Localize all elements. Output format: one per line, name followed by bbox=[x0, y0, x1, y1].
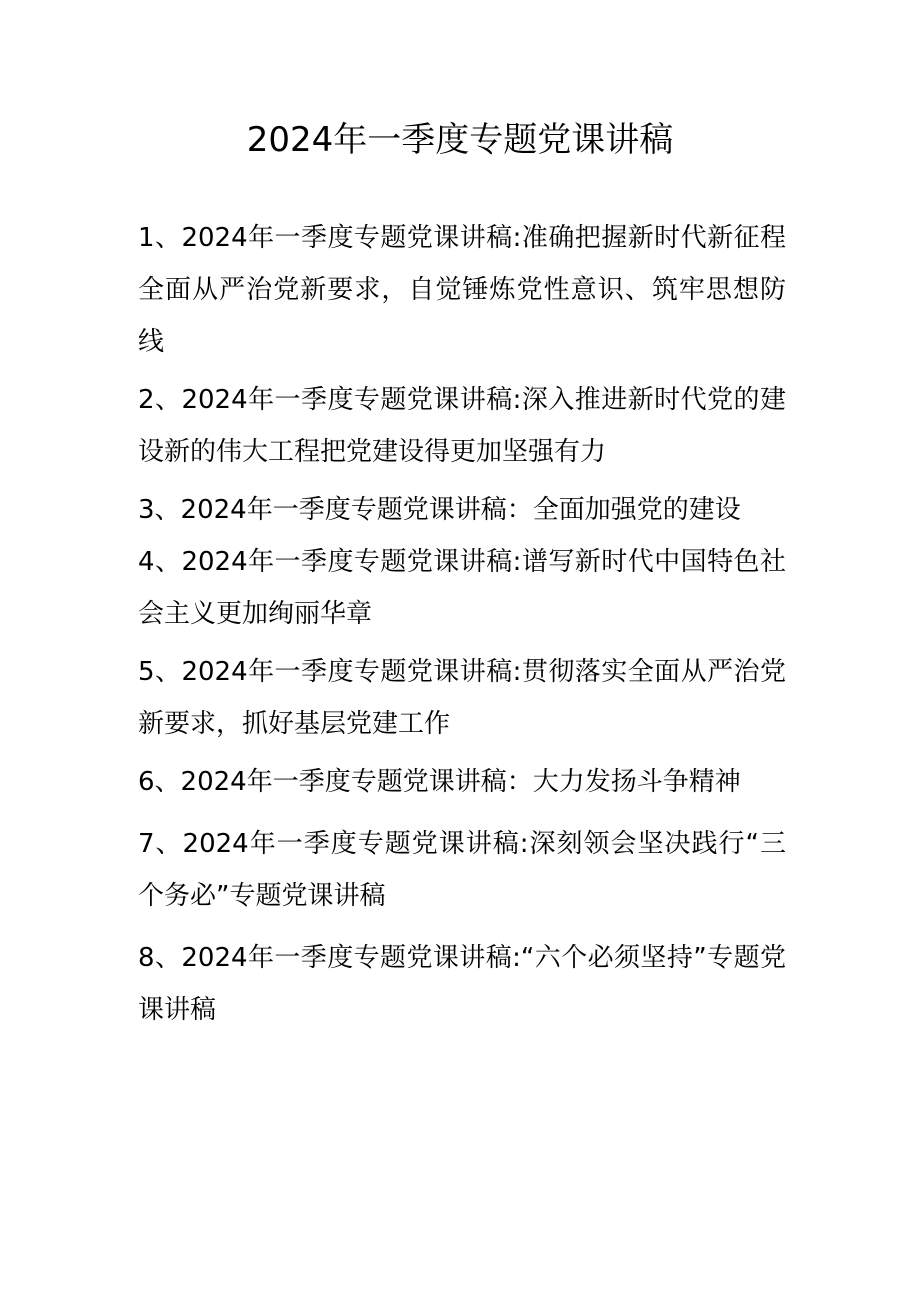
document-title: 2024年一季度专题党课讲稿 bbox=[246, 120, 674, 160]
toc-item-2: 2、2024年一季度专题党课讲稿:深入推进新时代党的建设新的伟大工程把党建设得更加坚强有力 bbox=[138, 385, 786, 467]
toc-item-1: 1、2024年一季度专题党课讲稿:准确把握新时代新征程全面从严治党新要求，自觉锤炼党性意识、筑牢思想防线 bbox=[138, 223, 786, 357]
toc-item-7: 7、2024年一季度专题党课讲稿:深刻领会坚决践行“三个务必”专题党课讲稿 bbox=[138, 829, 786, 911]
toc-item-5: 5、2024年一季度专题党课讲稿:贯彻落实全面从严治党新要求，抓好基层党建工作 bbox=[138, 657, 786, 739]
toc-item-6: 6、2024年一季度专题党课讲稿：大力发扬斗争精神 bbox=[138, 767, 741, 797]
toc-item-8: 8、2024年一季度专题党课讲稿:“六个必须坚持”专题党课讲稿 bbox=[138, 943, 786, 1025]
table-of-contents bbox=[138, 212, 786, 1036]
toc-item-3: 3、2024年一季度专题党课讲稿：全面加强党的建设 bbox=[138, 495, 741, 525]
toc-item-4: 4、2024年一季度专题党课讲稿:谱写新时代中国特色社会主义更加绚丽华章 bbox=[138, 547, 786, 629]
